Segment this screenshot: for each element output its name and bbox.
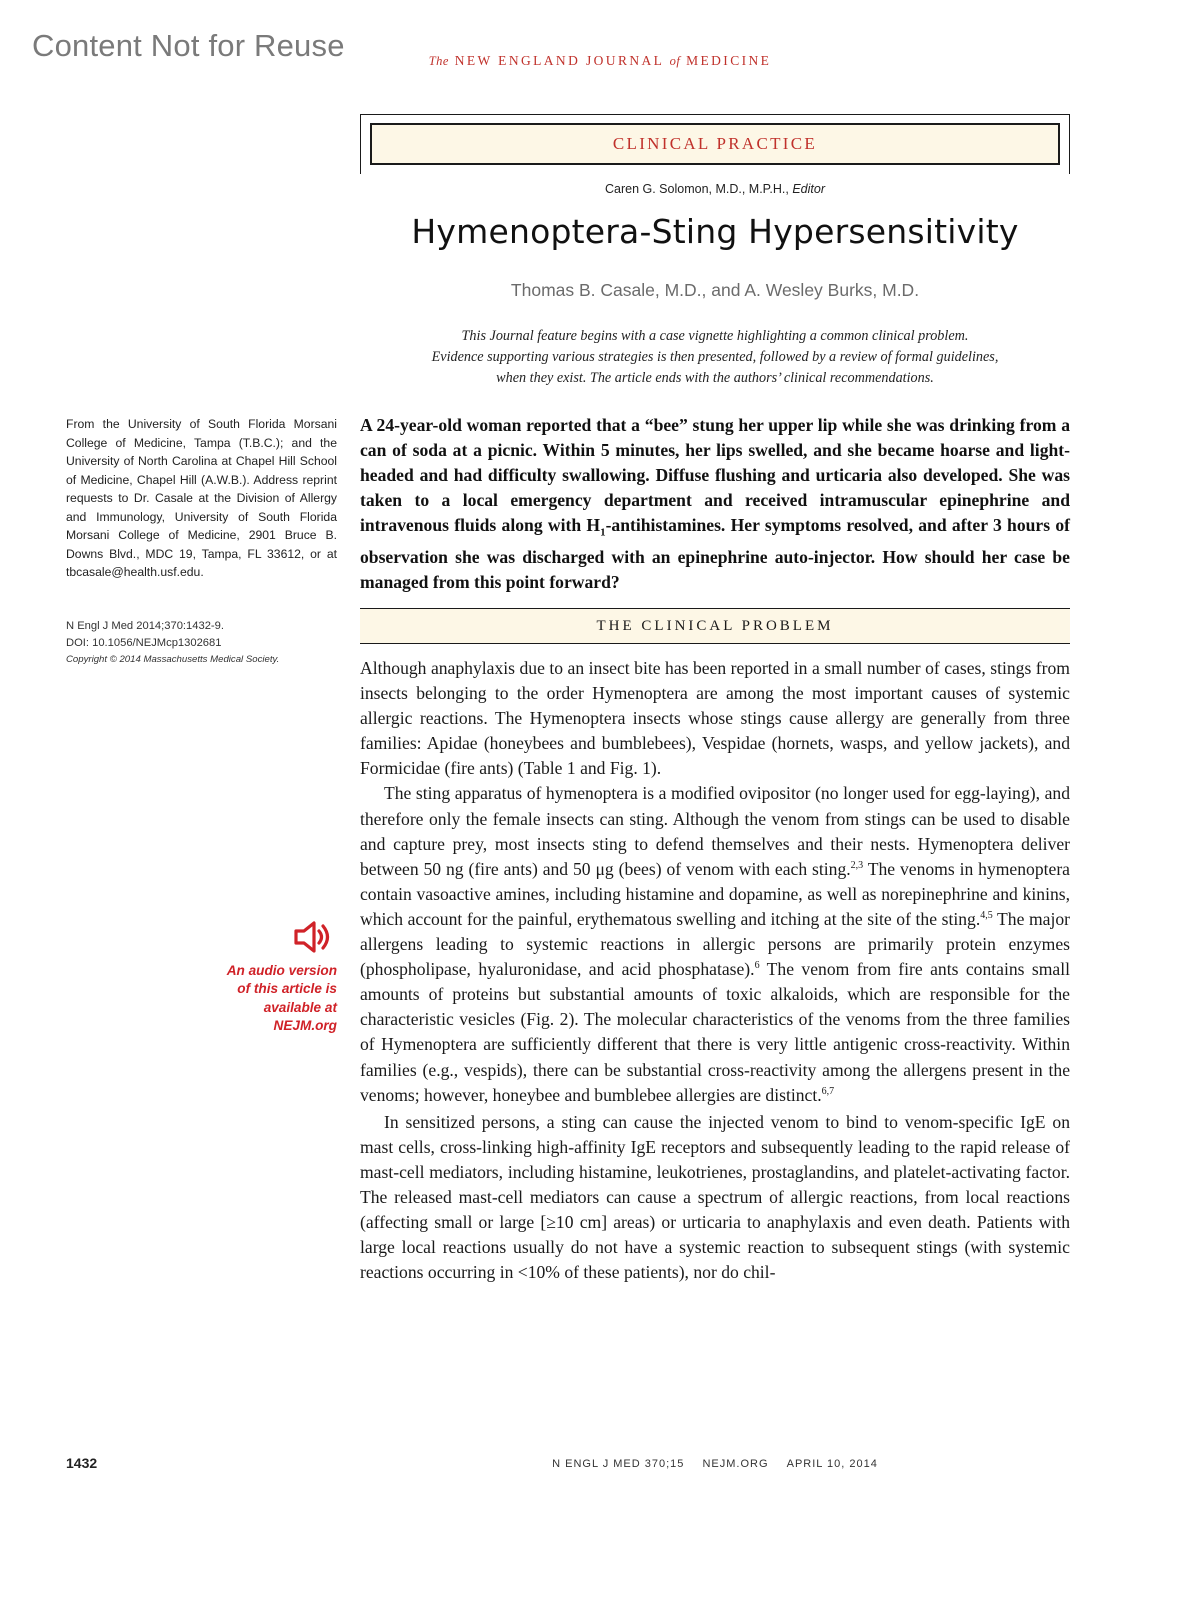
author-affiliation: From the University of South Florida Morsani College of Medicine, Tampa (T.B.C.); and the University of North Carolina at Chapel Hill School of Medicine, Chapel Hill (A.W.B.). Address reprint requests to Dr. Casale at the Division of Allergy and Immunology, University of South Florida Morsani College of Medicine, 2901 Bruce B. Downs Blvd., MDC 19, Tampa, FL 33612, or at tbcasale@health.usf.edu. [66, 417, 337, 579]
feature-intro [380, 326, 1050, 389]
section-heading: THE CLINICAL PROBLEM [360, 608, 1070, 644]
journal-the: The [428, 54, 449, 68]
intro-line: Evidence supporting various strategies is then presented, followed by a review of formal guidelines, [431, 349, 999, 365]
section-label-frame [360, 114, 1070, 174]
article-authors: Thomas B. Casale, M.D., and A. Wesley Burks, M.D. [510, 280, 920, 300]
intro-line: when they exist. The article ends with the authors’ clinical recommendations. [496, 370, 934, 386]
body-text-run: The venoms in hymenoptera contain vasoactive amines, including histamine and dopamine, as well as norepinephrine and kinins, which account for the painful, erythematous swelling and itching at the site of the sting. [360, 858, 1070, 929]
watermark: Content Not for Reuse [32, 28, 345, 63]
citation-line: N Engl J Med 2014;370:1432-9. [66, 620, 224, 632]
citation-superscript: 2,3 [850, 859, 864, 871]
audio-text-line: NEJM.org [273, 1017, 337, 1033]
citation-superscript: 6,7 [821, 1085, 835, 1097]
page-number: 1432 [66, 1455, 98, 1471]
journal-masthead [0, 53, 1200, 69]
body-paragraph: Although anaphylaxis due to an insect bite has been reported in a small number of cases, stings from insects belonging to the order Hymenoptera are among the most important causes of systemic allergic reactions. The Hymenoptera insects whose stings cause allergy are generally from three families: Apidae (honeybees and bumblebees), Vespidae (hornets, wasps, and yellow jackets), and Formicidae (fire ants) (Table 1 and Fig. 1). [360, 658, 1070, 779]
page-footer [360, 1458, 1070, 1470]
audio-text-line: of this article is [237, 981, 337, 997]
body-paragraph [360, 781, 1070, 1107]
intro-line: This Journal feature begins with a case vignette highlighting a common clinical problem. [461, 328, 969, 344]
citation-superscript: 4,5 [980, 910, 993, 922]
citation-superscript: 6 [754, 960, 760, 972]
editor-name: Caren G. Solomon, M.D., M.P.H., [605, 182, 789, 196]
speaker-icon[interactable] [293, 920, 333, 954]
footer-site: NEJM.ORG [702, 1458, 769, 1470]
article-title: Hymenoptera-Sting Hypersensitivity [411, 212, 1019, 251]
audio-version-link[interactable] [200, 962, 337, 1035]
audio-text-line: An audio version [226, 963, 337, 978]
editor-role: Editor [792, 182, 825, 196]
audio-text-line: available at [263, 999, 337, 1015]
body-text-run: The sting apparatus of hymenoptera is a modified ovipositor (no longer used for egg-laying), and therefore only the female insects can sting. Although the venom from stings can be used to disable and capture prey, most insects sting to defend themselves and their nests. Hymenoptera deliver between 50 ng (fire ants) and 50 μg (bees) of venom with each sting. [360, 783, 1070, 879]
editor-line [360, 182, 1070, 196]
body-text-run: The major allergens leading to systemic reactions in allergic persons are primarily protein enzymes (phospholipase, hyaluronidase, and acid phosphatase). [360, 908, 1071, 980]
vignette-text: -antihistamines. Her symptoms resolved, and after 3 hours of observation she was discharged with an epinephrine auto-injector. How should her case be managed from this point forward? [360, 514, 1070, 592]
vignette-subscript: 1 [600, 526, 606, 539]
journal-name-part: NEW ENGLAND JOURNAL [454, 53, 664, 68]
body-text-run: The venom from fire ants contains small amounts of proteins but substantial amounts of toxic alkaloids, which are responsible for the characteristic vesicles (Fig. 2). The molecular characteristics of the venoms from the three families of Hymenoptera are sufficiently different that there is very little antigenic cross-reactivity. Within families (e.g., vespids), there can be substantial cross-reactivity among the allergens present in the venoms; however, honeybee and bumblebee allergies are distinct. [360, 959, 1070, 1105]
footer-date: APRIL 10, 2014 [786, 1458, 878, 1470]
vignette-text: A 24-year-old woman reported that a “bee” stung her upper lip while she was drinking from a can of soda at a picnic. Within 5 minutes, her lips swelled, and she became hoarse and light-headed and had difficulty swallowing. Diffuse flushing and urticaria also developed. She was taken to a local emergency department and received intramuscular epinephrine and intravenous fluids along with H [360, 415, 1070, 535]
body-paragraph: In sensitized persons, a sting can cause the injected venom to bind to venom-specific IgE on mast cells, cross-linking high-affinity IgE receptors and subsequently leading to the rapid release of mast-cell mediators, including histamine, leukotrienes, prostaglandins, and platelet-activating factor. The released mast-cell mediators can cause a spectrum of allergic reactions, from local reactions (affecting small or large [≥10 cm] areas) or urticaria to anaphylaxis and even death. Patients with large local reactions usually do not have a systemic reaction to subsequent stings (with systemic reactions occurring in <10% of these patients), nor do chil- [360, 1111, 1070, 1283]
article-body [360, 656, 1070, 1285]
journal-medicine: MEDICINE [686, 53, 772, 68]
footer-journal: N ENGL J MED 370;15 [552, 1458, 685, 1470]
journal-of: of [669, 54, 681, 68]
doi-link[interactable]: DOI: 10.1056/NEJMcp1302681 [66, 637, 222, 649]
citation [66, 618, 346, 652]
case-vignette [360, 413, 1070, 595]
section-label: CLINICAL PRACTICE [370, 123, 1060, 165]
copyright: Copyright © 2014 Massachusetts Medical Society. [66, 654, 280, 665]
